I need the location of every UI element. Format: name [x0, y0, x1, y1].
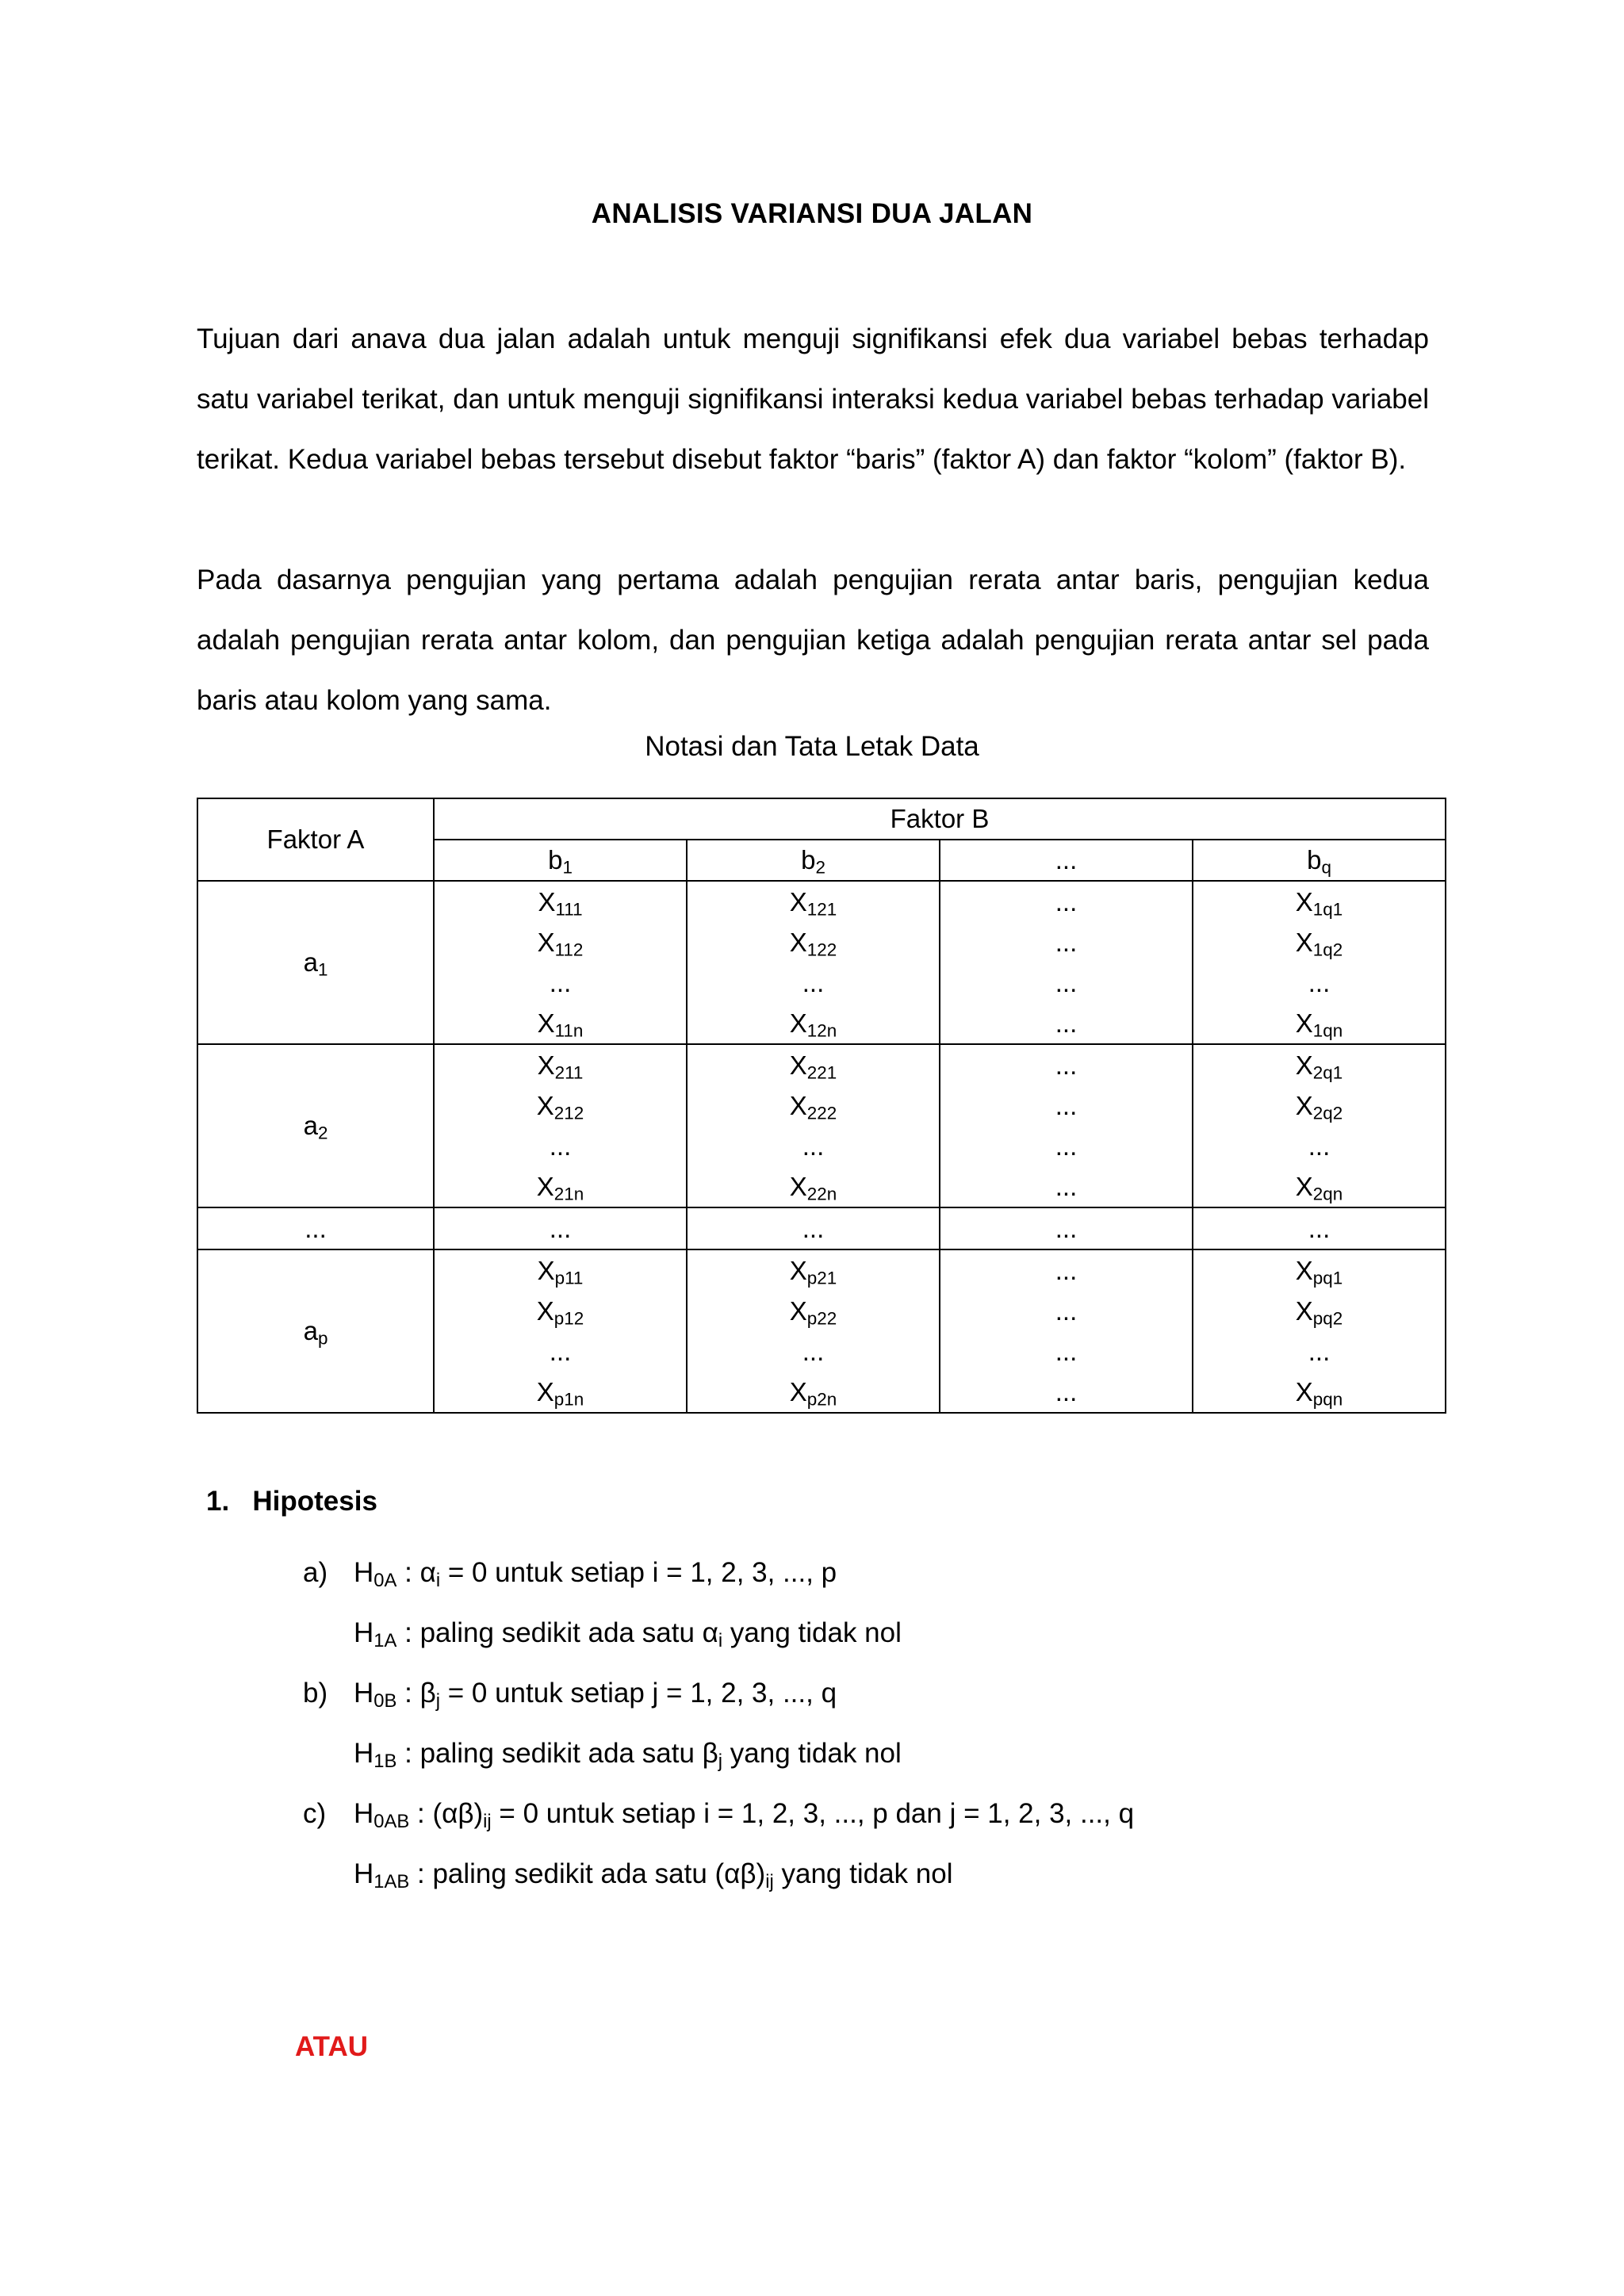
section-heading [206, 1486, 377, 1517]
cell-entry: ... [1308, 1214, 1331, 1243]
cell-entry: $X_{21n}$ [536, 1172, 584, 1204]
row-label-cell [197, 881, 434, 1044]
hypothesis-null: c) $H_{0AB}$ : $(\alpha\beta)_{ij} = 0$ untuk setiap i = 1, 2, 3, ..., p dan j = 1, 2, 3, ..., q [303, 1784, 1134, 1844]
data-cell [687, 1249, 940, 1413]
factor-a-header: Faktor A [197, 798, 434, 881]
cell-entry: ... [1055, 1256, 1078, 1285]
data-cell [434, 881, 687, 1044]
cell-entry: $X_{11n}$ [537, 1008, 584, 1041]
cell-entry: $X_{22n}$ [789, 1172, 837, 1204]
hypothesis-label: c) [303, 1798, 327, 1829]
cell-entry: ... [549, 968, 572, 997]
hypothesis-null: b) $H_{0B}$ : $\beta_j = 0$ untuk setiap j = 1, 2, 3, ..., q [303, 1663, 1134, 1724]
cell-entry: $X_{222}$ [789, 1091, 837, 1123]
cell-entry: ... [802, 968, 825, 997]
cell-entry: $X_{pq1}$ [1295, 1256, 1343, 1288]
column-header-symbol: $b_q$ [1307, 845, 1331, 878]
column-header-symbol: $b_2$ [801, 845, 825, 878]
cell-entry: ... [802, 1131, 825, 1161]
table-row [197, 1044, 1446, 1207]
section-title: Hipotesis [252, 1486, 377, 1517]
cell-entry: $X_{p11}$ [537, 1256, 584, 1288]
cell-entry: ... [802, 1214, 825, 1243]
factor-b-header: Faktor B [434, 798, 1446, 840]
atau-label: ATAU [295, 2031, 369, 2062]
cell-entry: $X_{1q2}$ [1295, 928, 1343, 960]
cell-entry: $X_{2q2}$ [1295, 1091, 1343, 1123]
data-cell [940, 1044, 1193, 1207]
cell-entry: ... [1055, 968, 1078, 997]
cell-entry: ... [1055, 928, 1078, 957]
data-cell [1193, 1207, 1446, 1249]
data-cell [687, 1207, 940, 1249]
data-cell [940, 881, 1193, 1044]
hypothesis-label: b) [303, 1678, 328, 1709]
cell-entry: ... [1055, 1131, 1078, 1161]
hypothesis-null: a) $H_{0A}$ : $\alpha_i = 0$ untuk setiap i = 1, 2, 3, ..., p [303, 1543, 1134, 1603]
column-header-cell [687, 840, 940, 881]
cell-entry: $X_{2q1}$ [1295, 1050, 1343, 1083]
hypothesis-label: a) [303, 1557, 328, 1588]
section-number: 1. [206, 1486, 230, 1517]
cell-entry: ... [1055, 1050, 1078, 1080]
column-header-cell [940, 840, 1193, 881]
cell-entry: $X_{111}$ [538, 887, 583, 920]
data-cell [687, 881, 940, 1044]
intro-paragraph: Tujuan dari anava dua jalan adalah untuk menguji signifikansi efek dua variabel bebas terhadap satu variabel terikat, dan untuk menguji signifikansi interaksi kedua variabel bebas terhadap variabel terikat. Kedua variabel bebas tersebut disebut faktor “baris” (faktor A) dan faktor “kolom” (faktor B). [197, 323, 1429, 475]
column-header-cell [1193, 840, 1446, 881]
data-cell [1193, 1249, 1446, 1413]
cell-entry: ... [1055, 1008, 1078, 1038]
table-header-row [197, 798, 1446, 840]
cell-entry: $X_{2qn}$ [1295, 1172, 1343, 1204]
cell-entry: ... [549, 1337, 572, 1366]
data-cell [687, 1044, 940, 1207]
hypothesis-alternative: $H_{1A}$ : paling sedikit ada satu $\alpha_i$ yang tidak nol [354, 1617, 902, 1651]
notation-table-body [197, 798, 1446, 1413]
row-label-symbol: ... [304, 1213, 327, 1243]
cell-entry: ... [802, 1337, 825, 1366]
cell-entry: ... [1055, 887, 1078, 916]
cell-entry: ... [1055, 1296, 1078, 1326]
cell-entry: ... [1308, 968, 1331, 997]
description-paragraph: Pada dasarnya pengujian yang pertama adalah pengujian rerata antar baris, pengujian kedua adalah pengujian rerata antar kolom, dan pengujian ketiga adalah pengujian rerata antar sel pada baris atau kolom yang sama. [197, 564, 1429, 716]
data-cell [434, 1207, 687, 1249]
cell-entry: $X_{1q1}$ [1295, 887, 1343, 920]
cell-entry: $X_{p1n}$ [536, 1377, 584, 1410]
cell-entry: ... [1055, 1377, 1078, 1406]
data-cell [1193, 1044, 1446, 1207]
data-cell [940, 1249, 1193, 1413]
cell-entry: $X_{p12}$ [536, 1296, 584, 1329]
hypothesis-alternative: $H_{1AB}$ : paling sedikit ada satu $(\alpha\beta)_{ij}$ yang tidak nol [354, 1858, 953, 1892]
data-cell [940, 1207, 1193, 1249]
data-cell [434, 1249, 687, 1413]
cell-entry: ... [549, 1214, 572, 1243]
data-cell [1193, 881, 1446, 1044]
cell-entry: $X_{12n}$ [789, 1008, 837, 1041]
notation-table [197, 798, 1446, 1414]
row-label-cell [197, 1044, 434, 1207]
cell-entry: ... [1055, 1214, 1078, 1243]
cell-entry: ... [1308, 1337, 1331, 1366]
table-row [197, 1207, 1446, 1249]
row-label-cell [197, 1249, 434, 1413]
hypothesis-list [303, 1543, 1134, 1904]
cell-entry: $X_{221}$ [789, 1050, 837, 1083]
cell-entry: ... [1308, 1131, 1331, 1161]
row-label-symbol: $a_p$ [303, 1316, 328, 1349]
cell-entry: $X_{pq2}$ [1295, 1296, 1343, 1329]
data-cell [434, 1044, 687, 1207]
cell-entry: $X_{212}$ [536, 1091, 584, 1123]
cell-entry: $X_{pqn}$ [1295, 1377, 1343, 1410]
cell-entry: ... [1055, 1172, 1078, 1201]
table-caption: Notasi dan Tata Letak Data [645, 731, 979, 762]
cell-entry: $X_{1qn}$ [1295, 1008, 1343, 1041]
page-title: ANALISIS VARIANSI DUA JALAN [591, 198, 1033, 229]
table-row [197, 1249, 1446, 1413]
column-header-symbol: $b_1$ [548, 845, 573, 878]
cell-entry: $X_{211}$ [537, 1050, 584, 1083]
cell-entry: $X_{p21}$ [789, 1256, 837, 1288]
row-label-symbol: $a_2$ [303, 1111, 328, 1143]
table-row [197, 881, 1446, 1044]
cell-entry: ... [549, 1131, 572, 1161]
row-label-symbol: $a_1$ [303, 947, 328, 980]
column-header-symbol: ... [1055, 845, 1078, 874]
row-label-cell [197, 1207, 434, 1249]
cell-entry: $X_{p2n}$ [789, 1377, 837, 1410]
column-header-cell [434, 840, 687, 881]
hypothesis-alternative: $H_{1B}$ : paling sedikit ada satu $\beta_j$ yang tidak nol [354, 1738, 902, 1772]
cell-entry: $X_{122}$ [789, 928, 837, 960]
cell-entry: $X_{112}$ [537, 928, 584, 960]
cell-entry: $X_{121}$ [789, 887, 837, 920]
cell-entry: $X_{p22}$ [789, 1296, 837, 1329]
cell-entry: ... [1055, 1337, 1078, 1366]
cell-entry: ... [1055, 1091, 1078, 1120]
